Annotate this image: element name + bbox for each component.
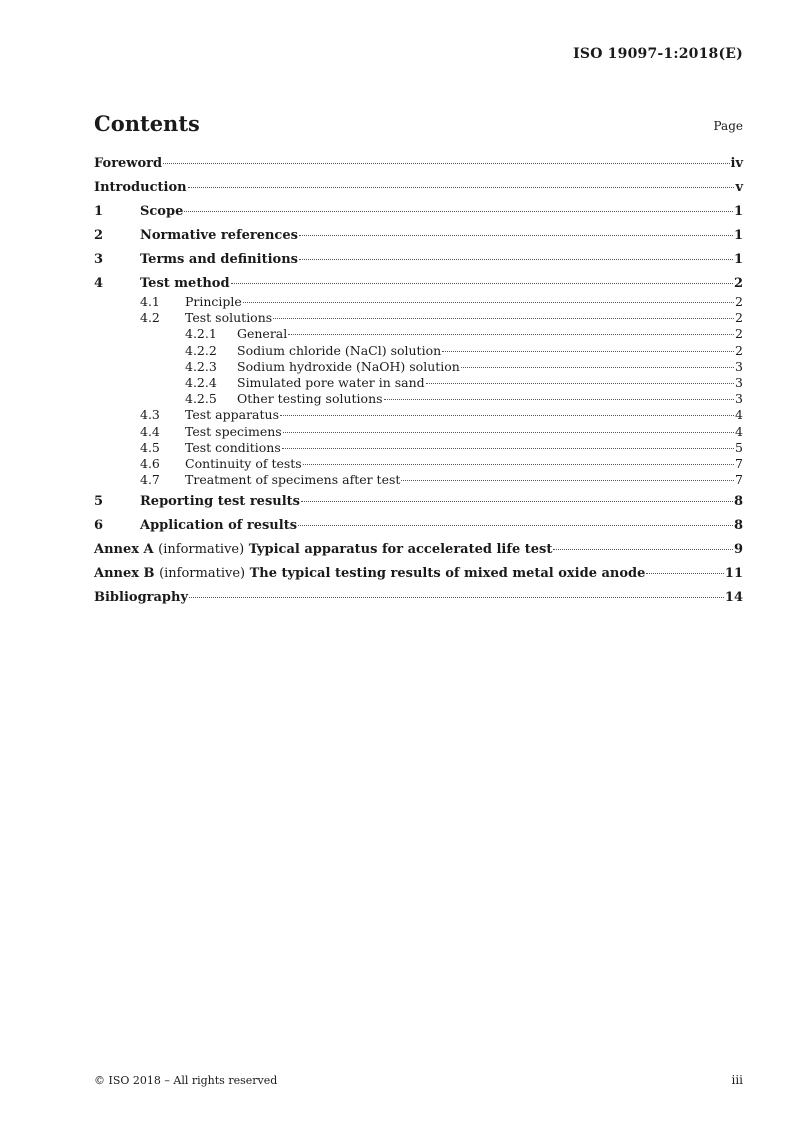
toc-entry-page: 3 (735, 358, 743, 374)
toc-entry-principle[interactable] (94, 294, 743, 310)
toc-entry-title: Introduction (94, 180, 187, 195)
toc-entry-bibliography[interactable] (94, 588, 743, 612)
toc-entry-number: 4.2.1 (185, 326, 217, 342)
toc-entry-number: 4.4 (140, 423, 160, 439)
toc-entry-title: Simulated pore water in sand (237, 374, 425, 390)
toc-entry-number: 4.2.4 (185, 374, 217, 390)
annex-title: The typical testing results of mixed metal oxide anode (249, 566, 646, 582)
toc-entry-title: Scope (140, 204, 184, 219)
document-id: ISO 19097-1:2018(E) (573, 46, 743, 62)
dot-leader (188, 186, 735, 188)
dot-leader (280, 414, 734, 416)
toc-entry-number: 4.2.5 (185, 391, 217, 407)
toc-entry-page: 3 (735, 374, 743, 390)
toc-entry-title: Principle (185, 294, 242, 309)
toc-entry-title: Bibliography (94, 590, 189, 606)
dot-leader (384, 398, 734, 400)
table-of-contents (94, 154, 743, 612)
toc-entry-title: Foreword (94, 156, 163, 171)
dot-leader (299, 234, 733, 236)
toc-entry-introduction[interactable] (94, 178, 743, 202)
toc-entry-title: Sodium hydroxide (NaOH) solution (237, 358, 460, 374)
footer-copyright: © ISO 2018 – All rights reserved (94, 1074, 278, 1087)
toc-entry-page: 7 (735, 472, 743, 488)
dot-leader (553, 548, 733, 550)
toc-entry-reporting-test-results[interactable] (94, 492, 743, 516)
toc-entry-page: 2 (735, 342, 743, 358)
toc-entry-title: Terms and definitions (140, 252, 298, 267)
dot-leader (301, 500, 733, 502)
toc-entry-page: 2 (733, 276, 743, 291)
toc-entry-title: Treatment of specimens after test (185, 472, 401, 488)
dot-leader (298, 524, 733, 526)
annex-type: (informative) (158, 542, 245, 558)
toc-entry-title: Test specimens (185, 423, 282, 439)
toc-entry-other-testing-solutions[interactable] (94, 391, 743, 407)
toc-entry-number: 4.6 (140, 455, 160, 471)
annex-label: Annex A (94, 542, 154, 558)
toc-entry-page: iv (730, 156, 743, 171)
dot-leader (646, 572, 723, 574)
toc-entry-test-apparatus[interactable] (94, 407, 743, 423)
toc-entry-treatment-of-specimens[interactable] (94, 472, 743, 492)
page-column-label: Page (713, 119, 743, 133)
dot-leader (273, 317, 734, 319)
toc-entry-title: Test apparatus (185, 407, 280, 423)
dot-leader (442, 350, 734, 352)
toc-entry-foreword[interactable] (94, 154, 743, 178)
toc-entry-test-specimens[interactable] (94, 424, 743, 440)
dot-leader (303, 463, 734, 465)
toc-entry-title: Reporting test results (140, 494, 300, 510)
toc-entry-number: 6 (94, 518, 104, 534)
toc-entry-number: 4.5 (140, 439, 160, 455)
footer-page-number: iii (731, 1073, 743, 1087)
dot-leader (426, 382, 734, 384)
dot-leader (243, 301, 734, 303)
toc-entry-number: 4.7 (140, 472, 160, 488)
toc-entry-sodium-chloride-solution[interactable] (94, 343, 743, 359)
toc-entry-simulated-pore-water[interactable] (94, 375, 743, 391)
toc-entry-title: Test solutions (185, 310, 273, 326)
toc-entry-page: 7 (735, 455, 743, 471)
toc-entry-normative-references[interactable] (94, 226, 743, 250)
toc-entry-number: 5 (94, 494, 104, 510)
toc-entry-title: Other testing solutions (237, 391, 383, 407)
toc-entry-page: 9 (733, 542, 743, 558)
toc-entry-page: 4 (735, 423, 743, 439)
toc-entry-number: 4.2 (140, 310, 160, 326)
toc-entry-number: 3 (94, 252, 104, 267)
dot-leader (288, 333, 734, 335)
toc-entry-page: 2 (735, 294, 743, 309)
toc-entry-test-method[interactable] (94, 274, 743, 294)
toc-entry-page: 1 (733, 228, 743, 243)
contents-title: Contents (94, 111, 200, 136)
toc-entry-page: 14 (724, 590, 743, 606)
toc-entry-page: 4 (735, 407, 743, 423)
dot-leader (461, 366, 734, 368)
toc-entry-page: 5 (735, 439, 743, 455)
toc-entry-title: Test conditions (185, 439, 281, 455)
toc-entry-page: 8 (733, 494, 743, 510)
toc-entry-page: v (735, 180, 743, 195)
toc-entry-general[interactable] (94, 326, 743, 342)
dot-leader (163, 162, 729, 164)
toc-entry-number: 1 (94, 204, 104, 219)
toc-entry-annex-a[interactable] (94, 540, 743, 564)
toc-entry-page: 3 (735, 391, 743, 407)
annex-type: (informative) (159, 566, 246, 582)
dot-leader (283, 431, 734, 433)
dot-leader (184, 210, 733, 212)
toc-entry-title: Sodium chloride (NaCl) solution (237, 342, 442, 358)
toc-entry-number: 4.2.3 (185, 358, 217, 374)
toc-entry-continuity-of-tests[interactable] (94, 456, 743, 472)
toc-entry-test-solutions[interactable] (94, 310, 743, 326)
annex-label: Annex B (94, 566, 155, 582)
toc-entry-number: 2 (94, 228, 104, 243)
toc-entry-scope[interactable] (94, 202, 743, 226)
toc-entry-page: 1 (733, 204, 743, 219)
toc-entry-title (94, 564, 645, 584)
toc-entry-page: 2 (735, 326, 743, 342)
toc-entry-page: 2 (735, 310, 743, 326)
dot-leader (189, 596, 724, 598)
toc-entry-title: Normative references (140, 228, 298, 243)
toc-entry-page: 11 (724, 566, 743, 582)
toc-entry-title: Application of results (140, 518, 298, 534)
toc-entry-page: 1 (733, 252, 743, 267)
toc-entry-title: General (237, 326, 288, 342)
toc-entry-test-conditions[interactable] (94, 440, 743, 456)
toc-entry-page: 8 (733, 518, 743, 534)
toc-entry-number: 4.3 (140, 407, 160, 423)
toc-entry-sodium-hydroxide-solution[interactable] (94, 359, 743, 375)
dot-leader (299, 258, 733, 260)
dot-leader (401, 479, 734, 481)
toc-entry-application-of-results[interactable] (94, 516, 743, 540)
annex-title: Typical apparatus for accelerated life test (248, 542, 553, 558)
dot-leader (282, 447, 734, 449)
dot-leader (231, 282, 733, 284)
toc-entry-annex-b[interactable] (94, 564, 743, 588)
toc-entry-title (94, 540, 552, 560)
toc-entry-number: 4 (94, 276, 104, 291)
toc-entry-terms-and-definitions[interactable] (94, 250, 743, 274)
toc-entry-number: 4.1 (140, 294, 160, 309)
toc-entry-title: Continuity of tests (185, 455, 302, 471)
toc-entry-number: 4.2.2 (185, 342, 217, 358)
toc-entry-title: Test method (140, 276, 230, 291)
